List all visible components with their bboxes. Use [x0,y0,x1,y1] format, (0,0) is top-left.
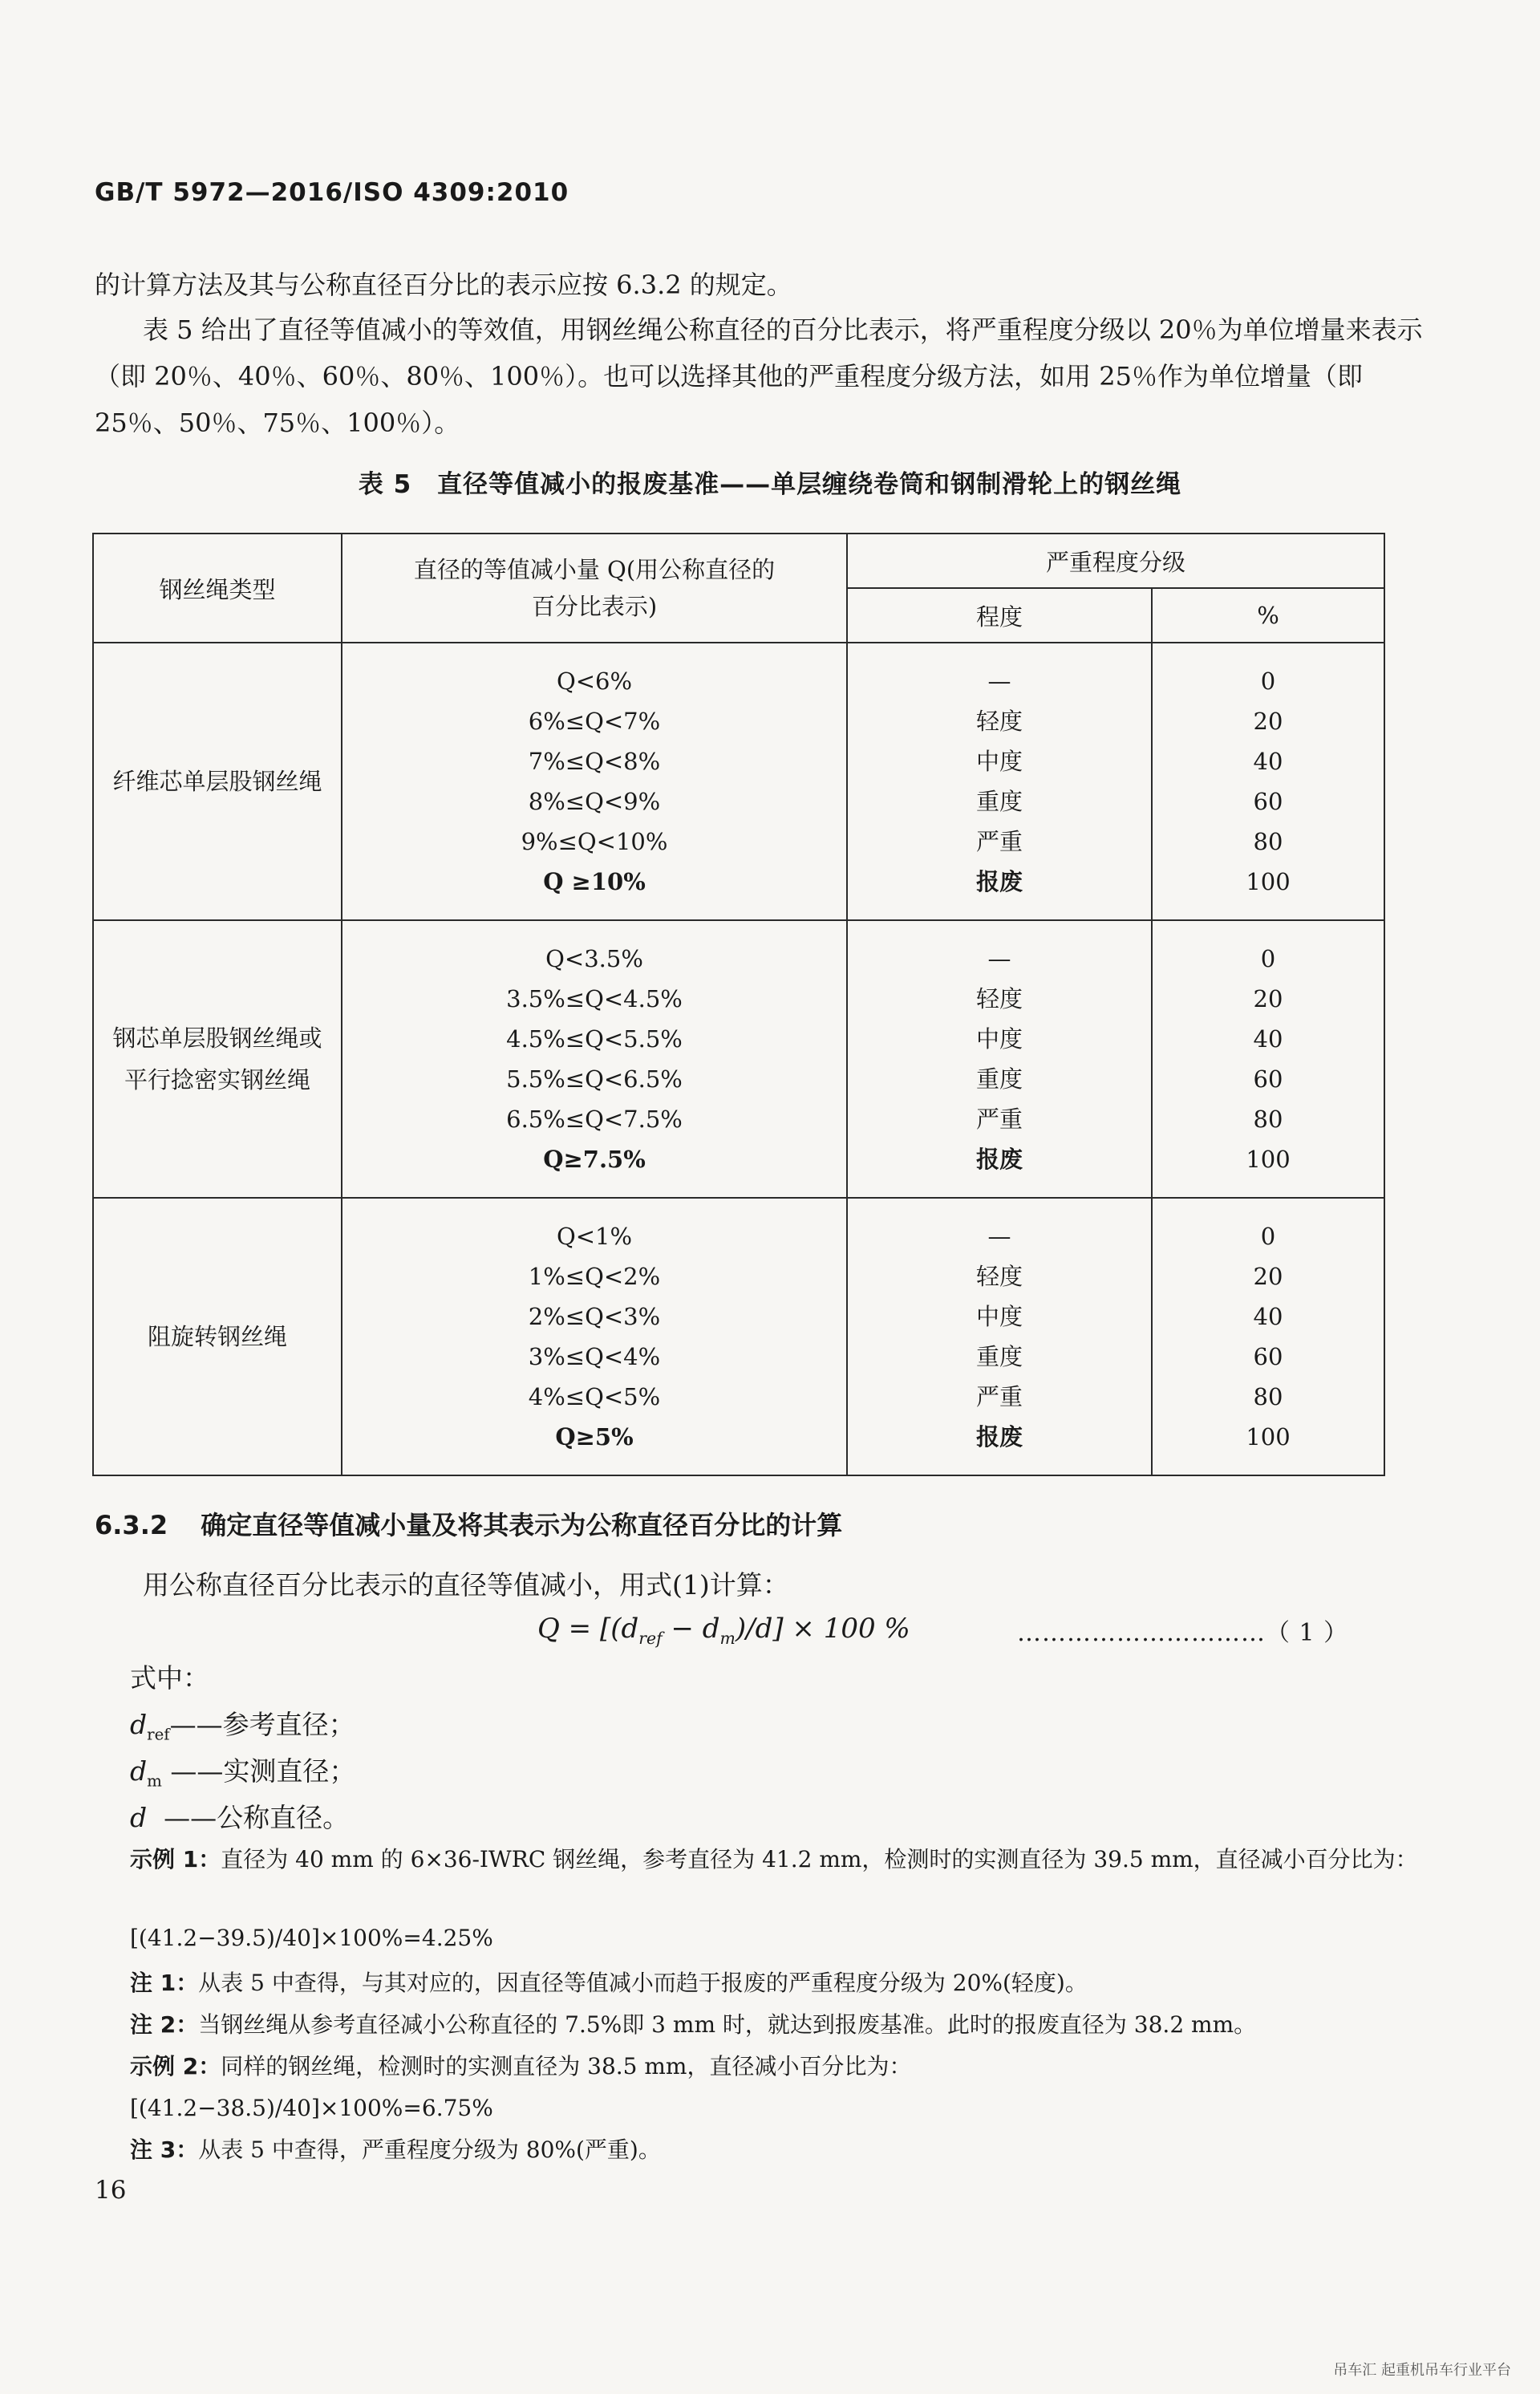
severity-degree: 轻度 [975,1263,1023,1290]
severity-percent: 20 [1253,708,1283,735]
reduction-range: 7%≤Q<8% [528,748,661,775]
severity-degree: — [987,667,1011,695]
severity-degree: 重度 [975,1065,1023,1093]
reduction-range: 3.5%≤Q<4.5% [506,985,683,1012]
reduction-range: 5.5%≤Q<6.5% [506,1065,683,1093]
severity-percent: 0 [1260,945,1276,972]
severity-percent: 0 [1260,667,1276,695]
severity-percent: 100 [1246,1146,1291,1173]
severity-percent: 20 [1253,1263,1283,1290]
header-reduction: 直径的等值减小量 Q(用公称直径的 百分比表示) [342,534,847,643]
severity-degree: 轻度 [975,985,1023,1012]
header-percent: % [1152,588,1384,643]
severity-percent: 40 [1253,1303,1283,1330]
severity-degree-cell [847,643,1152,920]
reduction-range-cell [342,1198,847,1475]
where-label: 式中： [130,1662,209,1694]
page-number: 16 [95,2176,127,2205]
reduction-range-cell [342,920,847,1198]
reduction-range: 2%≤Q<3% [528,1303,661,1330]
watermark-logo: 吊车汇 起重机吊车行业平台 [1333,2362,1511,2379]
reduction-range: 1%≤Q<2% [528,1263,661,1290]
formula: $Q = [(d_{ref} - d_m)/d] \times 100$ % [537,1613,910,1648]
severity-degree-cell [847,1198,1152,1475]
example-2: 示例 2：同样的钢丝绳，检测时的实测直径为 38.5 mm，直径减小百分比为： [130,2053,912,2080]
example-1: 示例 1：直径为 40 mm 的 6×36-IWRC 钢丝绳，参考直径为 41.2 mm，检测时的实测直径为 39.5 mm，直径减小百分比为： [130,1846,1418,1873]
rope-type-cell [93,643,342,920]
reduction-range: Q ≥10% [543,868,646,895]
severity-degree: 报废 [975,1146,1023,1173]
table-caption: 表 5 直径等值减小的报废基准——单层缠绕卷筒和钢制滑轮上的钢丝绳 [358,470,1182,499]
severity-degree: 严重 [975,1383,1023,1410]
reduction-range: Q≥5% [555,1423,634,1451]
rope-type-label: 阻旋转钢丝绳 [147,1323,287,1350]
reduction-range: 6.5%≤Q<7.5% [506,1106,683,1133]
severity-degree: — [987,1223,1011,1250]
note-2: 注 2：当钢丝绳从参考直径减小公称直径的 7.5%即 3 mm 时，就达到报废基准。此时的报废直径为 38.2 mm。 [130,2011,1257,2038]
severity-degree: 中度 [975,1303,1023,1330]
severity-percent: 40 [1253,1025,1283,1053]
table-group-row [93,1198,1384,1475]
variable-d: d ——公称直径。 [130,1802,350,1833]
severity-degree: 重度 [975,788,1023,815]
severity-degree: 报废 [975,1423,1023,1451]
reduction-range: Q<3.5% [545,945,643,972]
reduction-range: 8%≤Q<9% [528,788,661,815]
severity-degree: 报废 [975,868,1023,895]
severity-percent: 80 [1253,1383,1283,1410]
rope-type-cell [93,920,342,1198]
severity-percent: 40 [1253,748,1283,775]
severity-percent: 100 [1246,868,1291,895]
note-1: 注 1：从表 5 中查得，与其对应的，因直径等值减小而趋于报废的严重程度分级为 20%(轻度)。 [130,1970,1088,1996]
table-group-row [93,920,1384,1198]
severity-percent-cell [1152,920,1384,1198]
severity-percent: 60 [1253,1343,1283,1370]
severity-degree: 中度 [975,748,1023,775]
table-group-row [93,643,1384,920]
reduction-range-cell [342,643,847,920]
variable-dref: $d_{ref}——$参考直径； [130,1709,355,1744]
severity-percent-cell [1152,643,1384,920]
reduction-range: 6%≤Q<7% [528,708,661,735]
formula-intro: 用公称直径百分比表示的直径等值减小，用式(1)计算： [143,1569,789,1601]
variable-dm: $d_m$ ——实测直径； [130,1755,356,1791]
reduction-range: Q≥7.5% [543,1146,646,1173]
rope-type-label: 平行捻密实钢丝绳 [124,1066,310,1094]
severity-percent-cell [1152,1198,1384,1475]
reduction-range: Q<6% [556,667,633,695]
severity-percent: 0 [1260,1223,1276,1250]
section-title: 确定直径等值减小量及将其表示为公称直径百分比的计算 [201,1510,843,1540]
note-3: 注 3：从表 5 中查得，严重程度分级为 80%(严重)。 [130,2136,661,2163]
severity-degree: 严重 [975,1106,1023,1133]
severity-percent: 60 [1253,788,1283,815]
rope-type-label: 纤维芯单层股钢丝绳 [112,768,322,795]
header-rope-type: 钢丝绳类型 [93,534,342,643]
severity-percent: 20 [1253,985,1283,1012]
reduction-range: Q<1% [556,1223,633,1250]
example-1-calc: [(41.2−39.5)/40]×100%=4.25% [130,1925,493,1951]
intro-paragraph: 表 5 给出了直径等值减小的等效值，用钢丝绳公称直径的百分比表示，将严重程度分级以 20％为单位增量来表示（即 20％、40％、60％、80％、100％）。也可以选择其他的严重程度分级方法，如用 25％作为单位增量（即 25％、50％、75％、100％）。 [95,314,1423,438]
severity-degree: 轻度 [975,708,1023,735]
severity-percent: 80 [1253,1106,1283,1133]
severity-degree-cell [847,920,1152,1198]
section-heading [95,1505,842,1542]
reduction-range: 3%≤Q<4% [528,1343,661,1370]
severity-degree: 中度 [975,1025,1023,1053]
severity-degree: 严重 [975,828,1023,855]
document-code-header: GB/T 5972—2016/ISO 4309:2010 [95,178,569,207]
severity-percent: 60 [1253,1065,1283,1093]
header-severity: 严重程度分级 [847,534,1384,588]
rope-type-cell [93,1198,342,1475]
formula-number: …………………………（ 1 ） [1017,1619,1349,1647]
severity-degree: 重度 [975,1343,1023,1370]
reduction-range: 4.5%≤Q<5.5% [506,1025,683,1053]
rope-type-label: 钢芯单层股钢丝绳或 [112,1025,322,1052]
intro-line: 的计算方法及其与公称直径百分比的表示应按 6.3.2 的规定。 [95,270,792,300]
severity-table [92,533,1385,1476]
section-number: 6.3.2 [95,1510,168,1540]
reduction-range: 9%≤Q<10% [521,828,668,855]
example-2-calc: [(41.2−38.5)/40]×100%=6.75% [130,2095,493,2121]
header-degree: 程度 [847,588,1152,643]
severity-degree: — [987,945,1011,972]
reduction-range: 4%≤Q<5% [528,1383,661,1410]
severity-percent: 100 [1246,1423,1291,1451]
severity-percent: 80 [1253,828,1283,855]
